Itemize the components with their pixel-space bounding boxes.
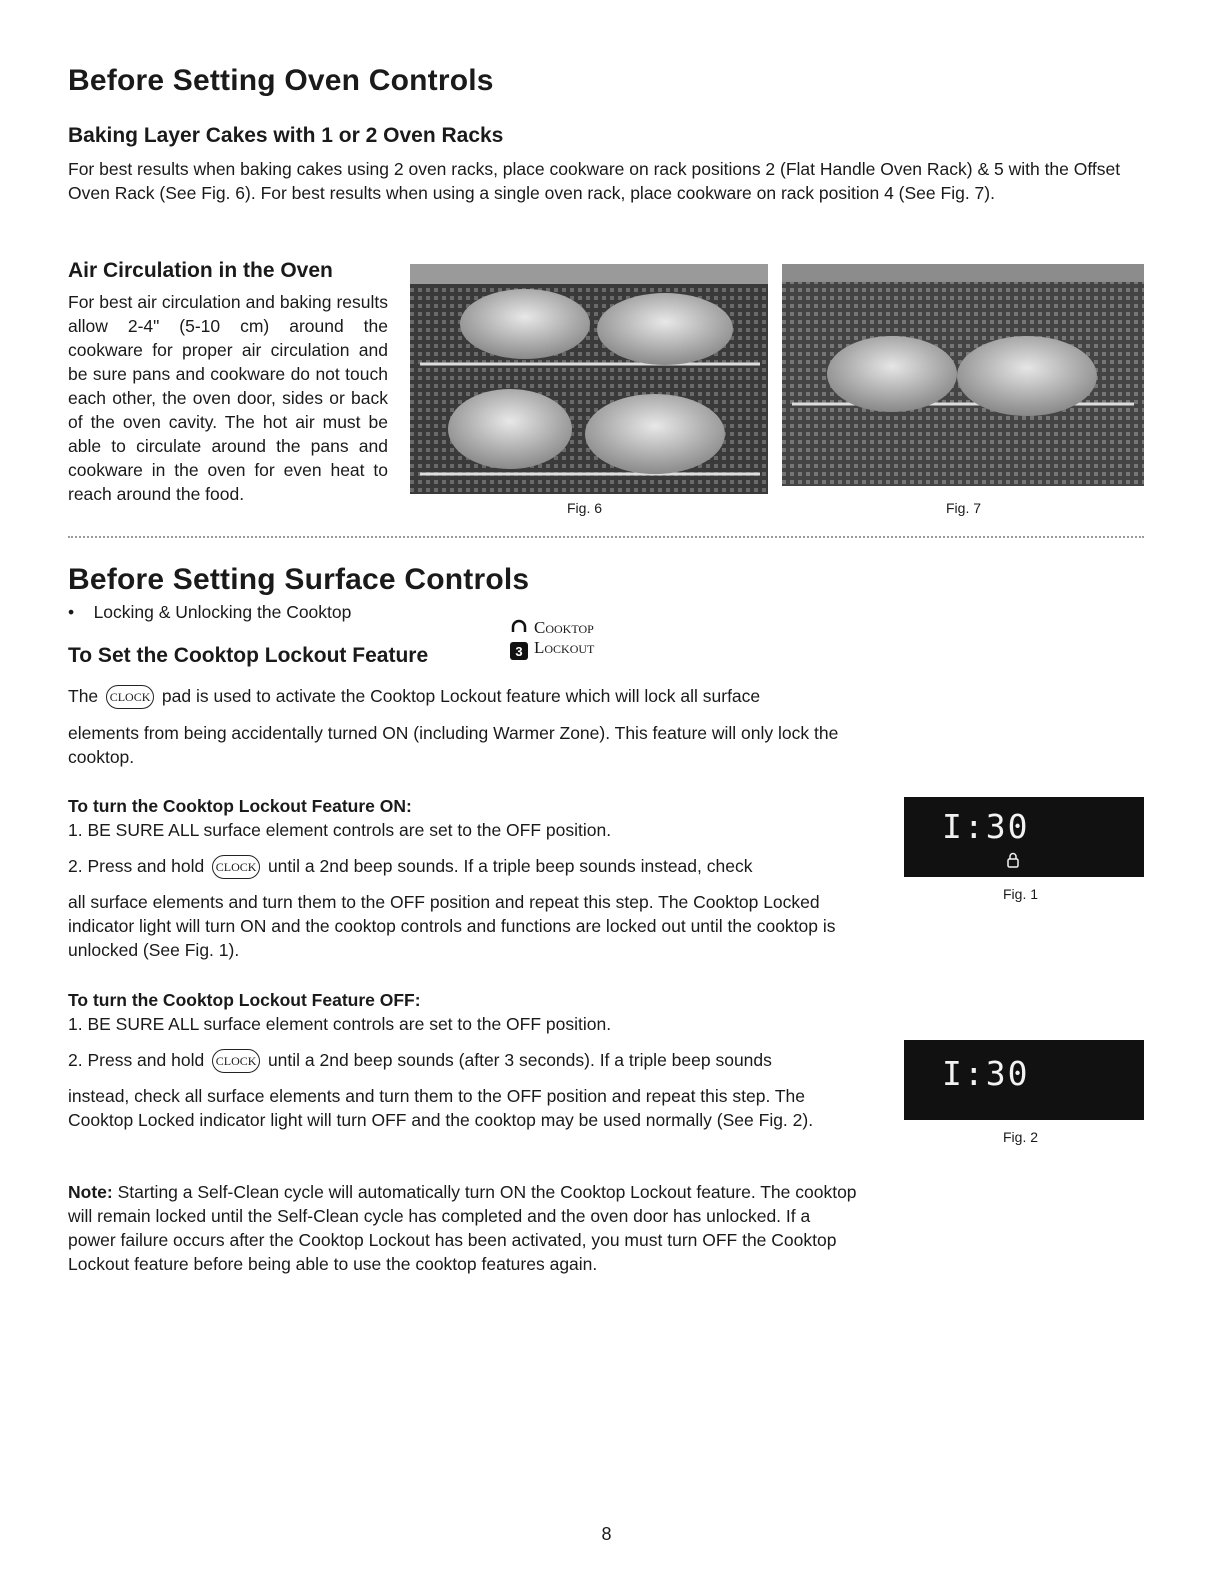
surface-section-title: Before Setting Surface Controls [68,563,530,596]
air-circulation-heading: Air Circulation in the Oven [68,259,333,282]
fig6-illustration [410,264,768,494]
off-step2-after: until a 2nd beep sounds (after 3 seconds). If a triple beep sounds [267,1050,772,1070]
fig1-display-time: I:30 [942,807,1030,846]
clock-pad-icon: CLOCK [106,685,154,709]
lockout-off-heading: To turn the Cooktop Lockout Feature OFF: [68,990,421,1010]
fig6-caption: Fig. 6 [567,500,603,516]
fig7-caption: Fig. 7 [946,500,982,516]
fig6-oven-photo [410,264,768,494]
section-divider [68,536,1144,538]
self-clean-note [68,1180,860,1276]
lockout-on-step2-line1 [68,854,868,879]
lockout-off-step2-line1 [68,1048,868,1073]
lockout-heading: To Set the Cooktop Lockout Feature [68,644,429,667]
svg-text:3: 3 [515,644,523,659]
lock-icon [508,618,530,660]
lockout-on-heading: To turn the Cooktop Lockout Feature ON: [68,796,412,816]
fig2-control-display [904,1040,1144,1120]
lock-indicator-icon [1007,852,1019,868]
fig7-oven-photo [782,264,1144,486]
clock-pad-icon: CLOCK [212,855,260,879]
on-step2-after: until a 2nd beep sounds. If a triple beep sounds instead, check [267,856,753,876]
clock-pad-icon: CLOCK [212,1049,260,1073]
note-label: Note: [68,1182,113,1202]
lockout-on-step1: 1. BE SURE ALL surface element controls are set to the OFF position. [68,820,612,840]
air-circulation-text: For best air circulation and baking results allow 2-4" (5-10 cm) around the cookware for proper air circulation and be sure pans and cookware do not touch each other, the oven door, sides or back of the oven cavity. The hot air must be able to circulate around the pans and cookware in the oven for even heat to reach around the food. [68,292,388,504]
lockout-off-step1: 1. BE SURE ALL surface element controls are set to the OFF position. [68,1014,612,1034]
fig1-control-display [904,797,1144,877]
fig2-caption: Fig. 2 [1003,1129,1039,1145]
lockout-on-step2-rest: all surface elements and turn them to the OFF position and repeat this step. The Cooktop Locked indicator light will turn ON and the cooktop controls and functions are locked out until the cooktop is unlocked (See Fig. 1). [68,892,836,960]
fig2-display-time: I:30 [942,1054,1030,1093]
page-number: 8 [601,1524,612,1544]
cooktop-icon-label-line1: Cooktop [534,618,594,637]
lockout-intro-line1 [68,684,868,709]
cooktop-icon-label-line2: Lockout [534,638,595,657]
bullet-marker: • [68,602,94,622]
lockout-intro-rest: elements from being accidentally turned ON (including Warmer Zone). This feature will only lock the cooktop. [68,723,839,767]
off-step2-before: 2. Press and hold [68,1050,205,1070]
layer-cakes-heading: Baking Layer Cakes with 1 or 2 Oven Racks [68,124,504,147]
bullet-text: Locking & Unlocking the Cooktop [93,602,352,622]
bullet-item [68,600,351,624]
fig7-illustration [782,264,1144,486]
on-step2-before: 2. Press and hold [68,856,205,876]
note-text: Starting a Self-Clean cycle will automatically turn ON the Cooktop Lockout feature. The cooktop will remain locked until the Self-Clean cycle has completed and the oven door has unlocked. If a power failure occurs after the Cooktop Lockout has been activated, you must turn OFF the Cooktop Lockout feature before being able to use the cooktop features again. [68,1182,857,1274]
oven-section-title: Before Setting Oven Controls [68,64,494,97]
layer-cakes-text: For best results when baking cakes using 2 oven racks, place cookware on rack positions 2 (Flat Handle Oven Rack) & 5 with the Offset Oven Rack (See Fig. 6). For best results when using a single oven rack, place cookware on rack position 4 (See Fig. 7). [68,159,1121,203]
intro-before: The [68,686,99,706]
fig1-caption: Fig. 1 [1003,886,1039,902]
intro-after: pad is used to activate the Cooktop Lockout feature which will lock all surface [161,686,761,706]
lockout-off-step2-rest: instead, check all surface elements and turn them to the OFF position and repeat this step. The Cooktop Locked indicator light will turn OFF and the cooktop may be used normally (See Fig. 2). [68,1086,814,1130]
